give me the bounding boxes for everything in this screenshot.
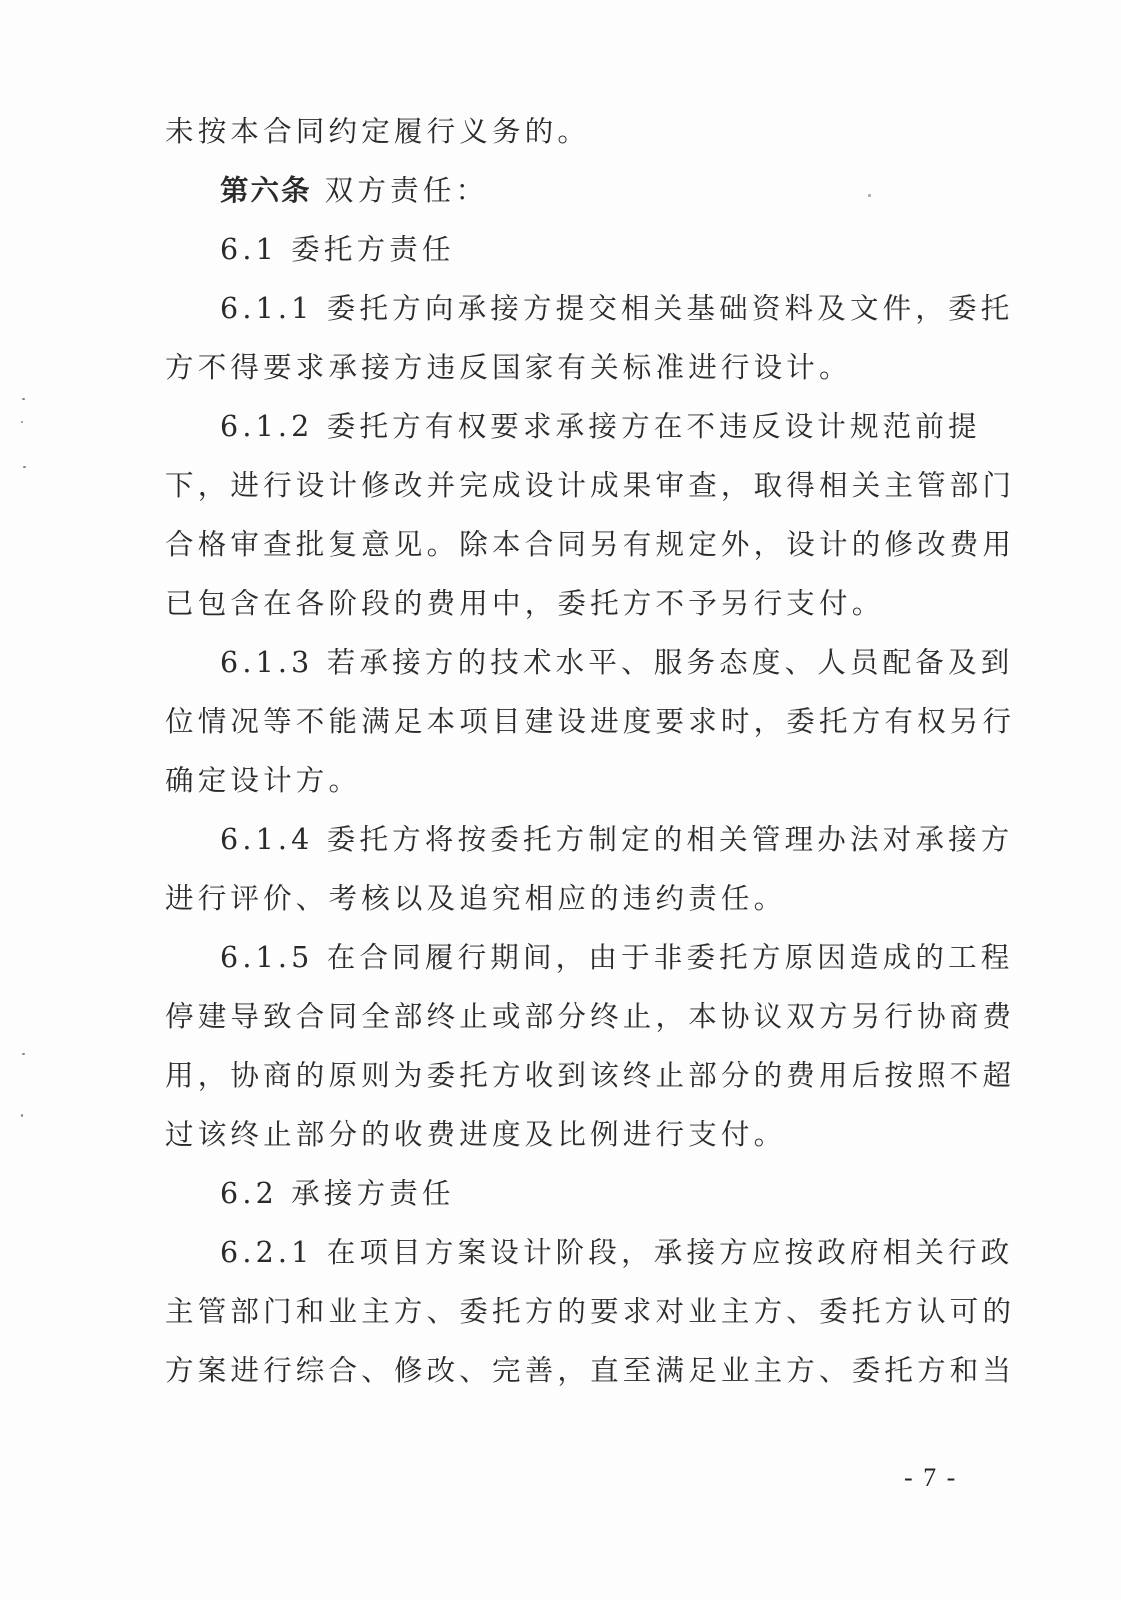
text-line: 确定设计方。 bbox=[165, 764, 362, 797]
text-line: 未按本合同约定履行义务的。 bbox=[165, 115, 591, 148]
scan-speck bbox=[23, 466, 26, 468]
text-line: 方案进行综合、修改、完善，直至满足业主方、委托方和当 bbox=[165, 1354, 1016, 1387]
article-heading: 第六条 bbox=[220, 174, 312, 207]
page-number: - 7 - bbox=[904, 1463, 958, 1492]
text-line: 6.1.2 委托方有权要求承接方在不违反设计规范前提 bbox=[220, 410, 981, 443]
text-line: 用，协商的原则为委托方收到该终止部分的费用后按照不超 bbox=[165, 1059, 1016, 1092]
text-line: 位情况等不能满足本项目建设进度要求时，委托方有权另行 bbox=[165, 705, 1016, 738]
scan-speck bbox=[22, 398, 25, 400]
section-heading: 6.2 承接方责任 bbox=[220, 1177, 455, 1210]
text-line: 主管部门和业主方、委托方的要求对业主方、委托方认可的 bbox=[165, 1295, 1016, 1328]
text-line: 进行评价、考核以及追究相应的违约责任。 bbox=[165, 882, 787, 915]
scan-speck bbox=[21, 421, 23, 423]
text-line: 6.2.1 在项目方案设计阶段，承接方应按政府相关行政 bbox=[220, 1236, 1014, 1269]
text-line: 停建导致合同全部终止或部分终止，本协议双方另行协商费 bbox=[165, 1000, 1016, 1033]
text-line: 合格审查批复意见。除本合同另有规定外，设计的修改费用 bbox=[165, 528, 1016, 561]
text-line: 6.1.4 委托方将按委托方制定的相关管理办法对承接方 bbox=[220, 823, 1014, 856]
text-line: 6.1.5 在合同履行期间，由于非委托方原因造成的工程 bbox=[220, 941, 1014, 974]
article-heading-text: 双方责任： bbox=[311, 174, 489, 207]
text-line: 6.1.3 若承接方的技术水平、服务态度、人员配备及到 bbox=[220, 646, 1014, 679]
text-line: 下，进行设计修改并完成设计成果审查，取得相关主管部门 bbox=[165, 469, 1016, 502]
text-line: 已包含在各阶段的费用中，委托方不予另行支付。 bbox=[165, 587, 885, 620]
scan-speck bbox=[22, 1053, 25, 1055]
article-heading-line bbox=[220, 171, 488, 211]
scan-speck bbox=[21, 1114, 23, 1117]
text-line: 方不得要求承接方违反国家有关标准进行设计。 bbox=[165, 351, 852, 384]
scan-speck bbox=[868, 194, 871, 197]
text-line: 过该终止部分的收费进度及比例进行支付。 bbox=[165, 1118, 787, 1151]
section-heading: 6.1 委托方责任 bbox=[220, 233, 455, 266]
text-line: 6.1.1 委托方向承接方提交相关基础资料及文件，委托 bbox=[220, 292, 1014, 325]
